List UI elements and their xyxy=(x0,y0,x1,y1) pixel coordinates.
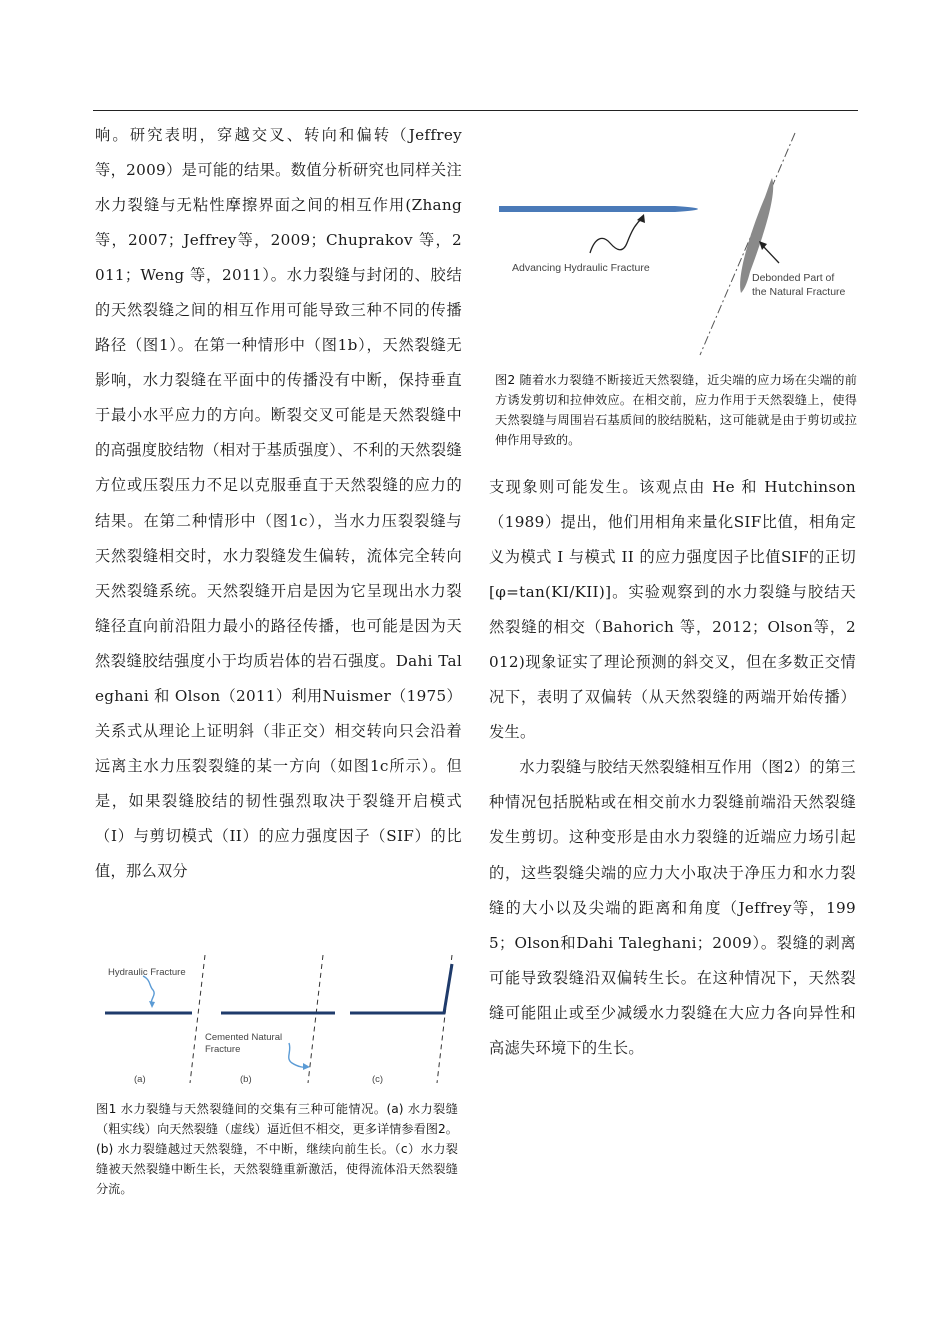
label-advancing-fracture: Advancing Hydraulic Fracture xyxy=(512,262,650,274)
body-paragraph: 响。研究表明，穿越交叉、转向和偏转（Jeffrey 等，2009）是可能的结果。数值分析研究也同样关注水力裂缝与无粘性摩擦界面之间的相互作用(Zhang等，2007；Jeffrey等，2009；Chuprakov 等，2011；Weng 等，2011）。水力裂缝与封闭的、胶结的天然裂缝之间的相互作用可能导致三种不同的传播路径（图1）。在第一种情形中（图1b），天然裂缝无影响，水力裂缝在平面中的传播没有中断，保持垂直于最小水平应力的方向。断裂交叉可能是天然裂缝中的高强度胶结物（相对于基质强度）、不利的天然裂缝方位或压裂压力不足以克服垂直于天然裂缝的应力的结果。在第二种情形中（图1c），当水力压裂裂缝与天然裂缝相交时，水力裂缝发生偏转，流体完全转向天然裂缝系统。天然裂缝开启是因为它呈现出水力裂缝径直向前沿阻力最小的路径传播，也可能是因为天然裂缝胶结强度小于均质岩体的岩石强度。Dahi Taleghani 和 Olson（2011）利用Nuismer（1975）关系式从理论上证明斜（非正交）相交转向只会沿着远离主水力压裂裂缝的某一方向（如图1c所示）。但是，如果裂缝胶结的韧性强烈取决于裂缝开启模式（I）与剪切模式（II）的应力强度因子（SIF）的比值，那么双分 xyxy=(95,126,462,880)
panel-label-b: (b) xyxy=(240,1074,252,1085)
header-rule xyxy=(93,110,858,111)
figure-2-diagram xyxy=(495,125,865,365)
label-hydraulic-fracture: Hydraulic Fracture xyxy=(108,967,186,978)
figure-1 xyxy=(95,950,465,1090)
panel-label-c: (c) xyxy=(372,1074,384,1085)
body-paragraph: 支现象则可能发生。该观点由 He 和 Hutchinson（1989）提出，他们用相角来量化SIF比值，相角定义为模式 I 与模式 II 的应力强度因子比值SIF的正切[φ=tan(KI/KII)]。实验观察到的水力裂缝与胶结天然裂缝的相交（Bahorich 等，2012；Olson等，2012)现象证实了理论预测的斜交叉，但在多数正交情况下，表明了双偏转（从天然裂缝的两端开始传播）发生。 xyxy=(489,478,856,742)
natural-fracture-a xyxy=(190,955,205,1083)
figure-1-caption: 图1 水力裂缝与天然裂缝间的交集有三种可能情况。(a) 水力裂缝（粗实线）向天然裂缝（虚线）逼近但不相交，更多详情参看图2。(b) 水力裂缝越过天然裂缝，不中断，继续向前生长。（c）水力裂缝被天然裂缝中断生长，天然裂缝重新激活，使得流体沿天然裂缝分流。 xyxy=(96,1102,458,1196)
label-natural-fracture-2: Fracture xyxy=(205,1044,241,1055)
advancing-hydraulic-fracture xyxy=(499,206,698,212)
figure-2-caption: 图2 随着水力裂缝不断接近天然裂缝，近尖端的应力场在尖端的前方诱发剪切和拉伸效应。在相交前，应力作用于天然裂缝上，使得天然裂缝与周围岩石基质间的胶结脱粘，这可能就是由于剪切或拉伸作用导致的。 xyxy=(495,373,857,447)
hydraulic-fracture-c xyxy=(350,964,452,1013)
leader-arrow-natural xyxy=(289,1043,308,1067)
figure-2 xyxy=(495,125,865,365)
body-paragraph: 水力裂缝与胶结天然裂缝相互作用（图2）的第三种情况包括脱粘或在相交前水力裂缝前端沿天然裂缝发生剪切。这种变形是由水力裂缝的近端应力场引起的，这些裂缝尖端的应力大小取决于净压力和水力裂缝的大小以及尖端的距离和角度（Jeffrey等，1995；Olson和Dahi Taleghani；2009）。裂缝的剥离可能导致裂缝沿双偏转生长。在这种情况下，天然裂缝可能阻止或至少减缓水力裂缝在大应力各向异性和高滤失环境下的生长。 xyxy=(489,758,856,1057)
label-debonded-2: the Natural Fracture xyxy=(752,286,846,298)
leader-arrow-hydraulic xyxy=(143,976,154,1005)
left-column xyxy=(95,118,462,889)
natural-fracture-b xyxy=(308,955,323,1083)
figure-1-diagram xyxy=(95,950,465,1090)
panel-label-a: (a) xyxy=(134,1074,146,1085)
right-column xyxy=(489,470,856,1066)
arrowhead xyxy=(149,1001,155,1008)
natural-fracture-line xyxy=(700,133,795,355)
leader-debonded xyxy=(762,245,779,263)
label-natural-fracture-1: Cemented Natural xyxy=(205,1032,283,1043)
label-debonded-1: Debonded Part of xyxy=(752,272,835,284)
arrowhead xyxy=(303,1063,310,1070)
leader-advancing xyxy=(590,218,642,253)
